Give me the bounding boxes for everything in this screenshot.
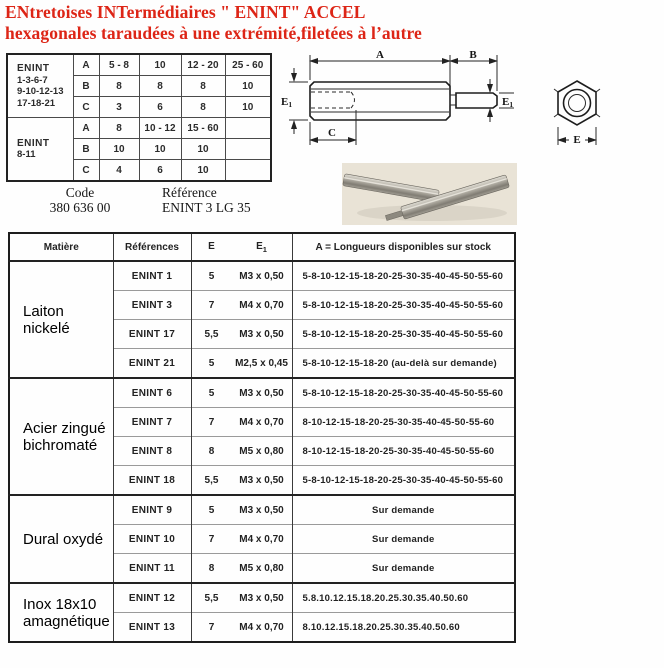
dim-value: 8 bbox=[139, 76, 181, 97]
dim-label-b: B bbox=[469, 49, 477, 61]
e-e1-cell: 5 M3 x 0,50 bbox=[191, 495, 292, 525]
reference-cell: ENINT 11 bbox=[113, 554, 191, 584]
dim-value: 10 bbox=[181, 160, 225, 182]
reference-cell: ENINT 12 bbox=[113, 583, 191, 613]
e-e1-cell: 8 M5 x 0,80 bbox=[191, 437, 292, 466]
dim-value: 10 bbox=[181, 139, 225, 160]
lengths-cell: Sur demande bbox=[292, 554, 515, 584]
dim-letter: A bbox=[73, 54, 99, 76]
lengths-cell: 5-8-10-12-15-18-20-25-30-35-40-45-50-55-60 bbox=[292, 466, 515, 496]
e-e1-cell: 7 M4 x 0,70 bbox=[191, 408, 292, 437]
dim-value: 8 bbox=[181, 97, 225, 118]
dim-value: 6 bbox=[139, 160, 181, 182]
dim-value bbox=[225, 160, 271, 182]
reference-cell: ENINT 9 bbox=[113, 495, 191, 525]
material-cell: Acier zingué bichromaté bbox=[9, 378, 113, 495]
lengths-cell: 5.8.10.12.15.18.20.25.30.35.40.50.60 bbox=[292, 583, 515, 613]
e-e1-cell: 5,5 M3 x 0,50 bbox=[191, 320, 292, 349]
dim-value: 12 - 20 bbox=[181, 54, 225, 76]
reference-cell: ENINT 8 bbox=[113, 437, 191, 466]
e-e1-cell: 5,5 M3 x 0,50 bbox=[191, 466, 292, 496]
reference-cell: ENINT 21 bbox=[113, 349, 191, 379]
reference-value: ENINT 3 LG 35 bbox=[162, 200, 251, 215]
dim-label-c: C bbox=[328, 127, 336, 139]
dim-value: 10 bbox=[139, 54, 181, 76]
dim-value: 8 bbox=[181, 76, 225, 97]
col-header-matiere: Matière bbox=[9, 233, 113, 261]
code-block bbox=[30, 185, 130, 215]
table-row bbox=[9, 261, 515, 291]
lengths-cell: 5-8-10-12-15-18-20-25-30-35-40-45-50-55-60 bbox=[292, 320, 515, 349]
dim-value bbox=[225, 118, 271, 139]
reference-cell: ENINT 1 bbox=[113, 261, 191, 291]
dim-letter: B bbox=[73, 139, 99, 160]
reference-block bbox=[162, 185, 302, 215]
product-photo bbox=[342, 163, 517, 225]
lengths-cell: Sur demande bbox=[292, 525, 515, 554]
spec-table bbox=[8, 232, 516, 643]
dim-letter: A bbox=[73, 118, 99, 139]
reference-cell: ENINT 17 bbox=[113, 320, 191, 349]
page-title-line2: hexagonales taraudées à une extrémité,filetées à l’autre bbox=[5, 23, 422, 43]
material-cell: Laiton nickelé bbox=[9, 261, 113, 378]
reference-cell: ENINT 6 bbox=[113, 378, 191, 408]
dim-label-a: A bbox=[376, 49, 384, 61]
dim-value: 10 - 12 bbox=[139, 118, 181, 139]
dim-value: 10 bbox=[139, 139, 181, 160]
reference-label: Référence bbox=[162, 185, 217, 200]
reference-cell: ENINT 18 bbox=[113, 466, 191, 496]
lengths-cell: Sur demande bbox=[292, 495, 515, 525]
table-row bbox=[9, 583, 515, 613]
e-e1-cell: 5,5 M3 x 0,50 bbox=[191, 583, 292, 613]
material-cell: Dural oxydé bbox=[9, 495, 113, 583]
lengths-cell: 5-8-10-12-15-18-20-25-30-35-40-45-50-55-60 bbox=[292, 261, 515, 291]
dim-label-e1-left: E1 bbox=[281, 96, 293, 109]
page-title bbox=[5, 2, 422, 44]
e-e1-cell: 5 M3 x 0,50 bbox=[191, 261, 292, 291]
reference-cell: ENINT 7 bbox=[113, 408, 191, 437]
dim-letter: B bbox=[73, 76, 99, 97]
reference-cell: ENINT 3 bbox=[113, 291, 191, 320]
lengths-cell: 8-10-12-15-18-20-25-30-35-40-45-50-55-60 bbox=[292, 408, 515, 437]
table-row bbox=[9, 378, 515, 408]
table-header-row bbox=[9, 233, 515, 261]
dim-value: 3 bbox=[99, 97, 139, 118]
dim-value bbox=[225, 139, 271, 160]
code-label: Code bbox=[65, 185, 95, 200]
lengths-cell: 5-8-10-12-15-18-20-25-30-35-40-45-50-55-60 bbox=[292, 291, 515, 320]
dim-value: 6 bbox=[139, 97, 181, 118]
lengths-cell: 5-8-10-12-15-18-20-25-30-35-40-45-50-55-60 bbox=[292, 378, 515, 408]
dim-value: 10 bbox=[225, 76, 271, 97]
dim-value: 5 - 8 bbox=[99, 54, 139, 76]
e-e1-cell: 7 M4 x 0,70 bbox=[191, 613, 292, 643]
material-cell: Inox 18x10 amagnétique bbox=[9, 583, 113, 642]
dim-value: 25 - 60 bbox=[225, 54, 271, 76]
table-row bbox=[9, 495, 515, 525]
e-e1-cell: 7 M4 x 0,70 bbox=[191, 525, 292, 554]
page-title-line1: ENtretoises INTermédiaires " ENINT" ACCEL bbox=[5, 2, 366, 22]
dimension-table bbox=[6, 53, 272, 182]
dim-value: 10 bbox=[99, 139, 139, 160]
technical-drawing bbox=[280, 48, 664, 162]
code-value: 380 636 00 bbox=[49, 200, 111, 215]
table-row bbox=[7, 54, 271, 76]
dim-value: 10 bbox=[225, 97, 271, 118]
lengths-cell: 8-10-12-15-18-20-25-30-35-40-45-50-55-60 bbox=[292, 437, 515, 466]
reference-cell: ENINT 10 bbox=[113, 525, 191, 554]
lengths-cell: 8.10.12.15.18.20.25.30.35.40.50.60 bbox=[292, 613, 515, 643]
reference-cell: ENINT 13 bbox=[113, 613, 191, 643]
dim-value: 8 bbox=[99, 76, 139, 97]
e-e1-cell: 7 M4 x 0,70 bbox=[191, 291, 292, 320]
dim-letter: C bbox=[73, 160, 99, 182]
dim-group-label: ENINT 8-11 bbox=[7, 118, 73, 182]
table-row bbox=[7, 118, 271, 139]
dim-group-label: ENINT 1-3-6-7 9-10-12-13 17-18-21 bbox=[7, 54, 73, 118]
dim-label-e1-right: E1 bbox=[502, 96, 514, 109]
col-header-lengths: A = Longueurs disponibles sur stock bbox=[292, 233, 515, 261]
e-e1-cell: 5 M2,5 x 0,45 bbox=[191, 349, 292, 379]
dim-value: 15 - 60 bbox=[181, 118, 225, 139]
dim-value: 4 bbox=[99, 160, 139, 182]
e-e1-cell: 5 M3 x 0,50 bbox=[191, 378, 292, 408]
col-header-references: Références bbox=[113, 233, 191, 261]
dim-letter: C bbox=[73, 97, 99, 118]
dim-label-e: E bbox=[573, 134, 581, 146]
col-header-e-e1: E $E_1$ bbox=[191, 233, 292, 261]
dim-value: 8 bbox=[99, 118, 139, 139]
e-e1-cell: 8 M5 x 0,80 bbox=[191, 554, 292, 584]
lengths-cell: 5-8-10-12-15-18-20 (au-delà sur demande) bbox=[292, 349, 515, 379]
